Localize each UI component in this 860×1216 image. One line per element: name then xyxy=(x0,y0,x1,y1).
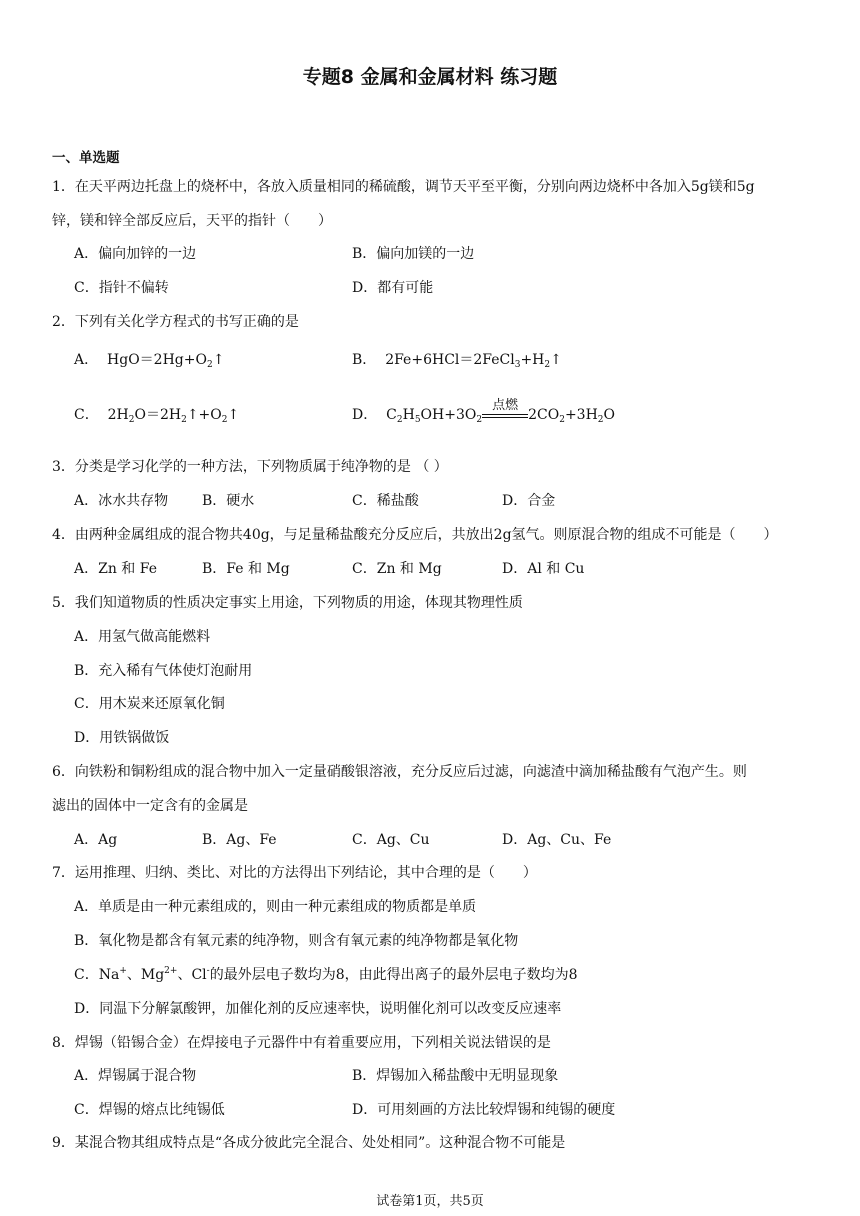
q7-option-c[interactable] xyxy=(74,964,578,984)
question-4-stem: 4．由两种金属组成的混合物共40g，与足量稀盐酸充分反应后，共放出2g氢气。则原混合物的组成不可能是（ ） xyxy=(52,527,778,543)
question-3-stem: 3．分类是学习化学的一种方法，下列物质属于纯净物的是 （ ） xyxy=(52,459,448,475)
q2-option-c[interactable] xyxy=(74,404,239,425)
q2-option-a-equation: $HgO=2Hg+O_2↑$ xyxy=(102,352,225,370)
q8-option-a[interactable]: A．焊锡属于混合物 xyxy=(74,1068,197,1084)
q2-option-d-equation: $C_2H_5OH+3O_2$ xyxy=(381,407,483,425)
double-line-icon xyxy=(482,414,528,418)
q7-option-b[interactable]: B．氧化物是都含有氧元素的纯净物，则含有氧元素的纯净物都是氧化物 xyxy=(74,933,519,949)
q2-option-b-label: B． xyxy=(352,352,377,368)
q3-option-c[interactable]: C．稀盐酸 xyxy=(352,493,419,509)
q7-option-d[interactable]: D．同温下分解氯酸钾，加催化剂的反应速率快，说明催化剂可以改变反应速率 xyxy=(74,1001,562,1017)
q2-option-d-products: $2CO_2+3H_2O$ xyxy=(528,407,616,425)
q6-option-d[interactable]: D．Ag、Cu、Fe xyxy=(502,832,612,848)
q8-option-d[interactable]: D．可用刻画的方法比较焊锡和纯锡的硬度 xyxy=(352,1102,616,1118)
q2-option-c-label: C． xyxy=(74,407,99,423)
q2-option-c-equation: $2H_2O=2H_2↑+O_2↑$ xyxy=(103,407,240,425)
question-6-stem-line1: 6．向铁粉和铜粉组成的混合物中加入一定量硝酸银溶液，充分反应后过滤，向滤渣中滴加稀盐酸有气泡产生。则 xyxy=(52,764,747,780)
q3-option-b[interactable]: B．硬水 xyxy=(202,493,255,509)
section-heading: 一、单选题 xyxy=(52,150,120,166)
q2-option-d-label: D． xyxy=(352,407,378,423)
q3-option-d[interactable]: D．合金 xyxy=(502,493,556,509)
q7-option-c-text: 的最外层电子数均为8，由此得出离子的最外层电子数均为8 xyxy=(209,967,578,983)
page-title: 专题8 金属和金属材料 练习题 xyxy=(302,66,558,88)
q5-option-c[interactable]: C．用木炭来还原氧化铜 xyxy=(74,696,225,712)
q4-option-a[interactable]: A．Zn 和 Fe xyxy=(74,561,157,577)
question-6-stem-line2: 滤出的固体中一定含有的金属是 xyxy=(52,798,248,814)
q1-option-c[interactable]: C．指针不偏转 xyxy=(74,280,169,296)
page-footer: 试卷第1页，共5页 xyxy=(376,1194,484,1209)
question-9-stem: 9．某混合物其组成特点是“各成分彼此完全混合、处处相同”。这种混合物不可能是 xyxy=(52,1135,566,1151)
question-7-stem: 7．运用推理、归纳、类比、对比的方法得出下列结论，其中合理的是（ ） xyxy=(52,865,537,881)
q2-option-b-equation: $2Fe+6HCl=2FeCl_3+H_2↑$ xyxy=(380,352,562,370)
q4-option-b[interactable]: B．Fe 和 Mg xyxy=(202,561,290,577)
q5-option-a[interactable]: A．用氢气做高能燃料 xyxy=(74,629,211,645)
q1-option-d[interactable]: D．都有可能 xyxy=(352,280,434,296)
q2-option-d[interactable] xyxy=(352,398,616,425)
q2-option-a-label: A． xyxy=(74,352,99,368)
q6-option-a[interactable]: A．Ag xyxy=(74,832,118,848)
question-8-stem: 8．焊锡（铅锡合金）在焊接电子元器件中有着重要应用，下列相关说法错误的是 xyxy=(52,1035,551,1051)
reaction-condition-label: 点燃 xyxy=(492,398,519,413)
q3-option-a[interactable]: A．冰水共存物 xyxy=(74,493,169,509)
reaction-condition xyxy=(482,398,528,418)
q2-option-b[interactable] xyxy=(352,349,562,370)
question-1-stem-line2: 锌，镁和锌全部反应后，天平的指针（ ） xyxy=(52,213,332,229)
question-1-stem-line1: 1．在天平两边托盘上的烧杯中，各放入质量相同的稀硫酸，调节天平至平衡，分别向两边烧杯中各加入5g镁和5g xyxy=(52,179,755,195)
q2-option-a[interactable] xyxy=(74,349,224,370)
q6-option-b[interactable]: B．Ag、Fe xyxy=(202,832,277,848)
q5-option-d[interactable]: D．用铁锅做饭 xyxy=(74,730,170,746)
q7-option-c-label: C． xyxy=(74,967,99,983)
q1-option-a[interactable]: A．偏向加锌的一边 xyxy=(74,246,197,262)
q8-option-c[interactable]: C．焊锡的熔点比纯锡低 xyxy=(74,1102,225,1118)
q1-option-b[interactable]: B．偏向加镁的一边 xyxy=(352,246,475,262)
q5-option-b[interactable]: B．充入稀有气体使灯泡耐用 xyxy=(74,663,253,679)
question-5-stem: 5．我们知道物质的性质决定事实上用途，下列物质的用途，体现其物理性质 xyxy=(52,595,523,611)
q8-option-b[interactable]: B．焊锡加入稀盐酸中无明显现象 xyxy=(352,1068,559,1084)
q7-ions: Na+、$Mg^{2+}$、Cl- xyxy=(98,966,210,983)
question-2-stem: 2．下列有关化学方程式的书写正确的是 xyxy=(52,314,299,330)
q7-option-a[interactable]: A．单质是由一种元素组成的，则由一种元素组成的物质都是单质 xyxy=(74,899,477,915)
q6-option-c[interactable]: C．Ag、Cu xyxy=(352,832,430,848)
q4-option-c[interactable]: C．Zn 和 Mg xyxy=(352,561,442,577)
q4-option-d[interactable]: D．Al 和 Cu xyxy=(502,561,585,577)
